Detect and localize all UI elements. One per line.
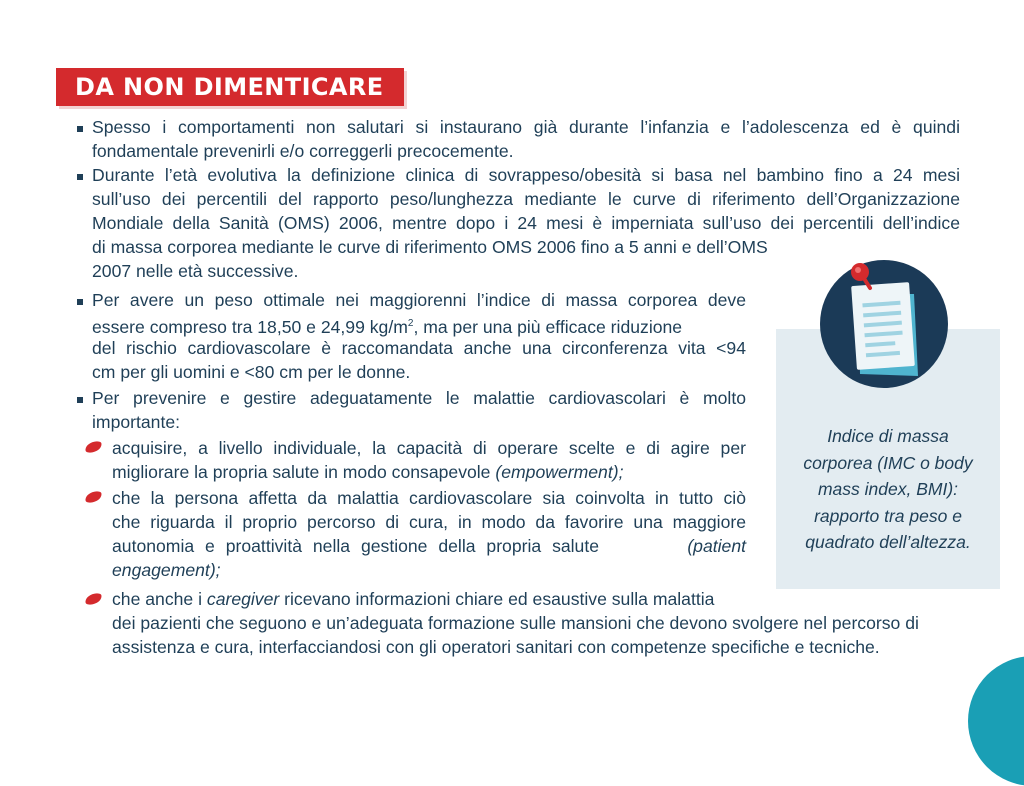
bullet-2-line-4: di massa corporea mediante le curve di riferimento OMS 2006 fino a 5 anni e dell’OMS [92,237,768,257]
sub-bullet-1-line-2: migliorare la propria salute in modo consapevole (empowerment); [112,462,624,482]
caption-line: mass index, BMI): [817,479,959,499]
bullet-1-line-2: fondamentale prevenirli e/o correggerli precocemente. [92,141,514,161]
caption-line: corporea (IMC o body [803,452,973,473]
bullet-3-line-4: cm per gli uomini e <80 cm per le donne. [92,362,411,382]
clipboard-document-icon [818,258,950,390]
bullet-marker [77,397,83,403]
leaf-bullet-icon [84,490,103,503]
superscript-2: 2 [407,318,414,329]
caption-line: Indice di massa [827,426,949,446]
engagement-term: engagement); [112,560,221,580]
bullet-1-line-1: Spesso i comportamenti non salutari si instaurano già durante l’infanzia e l’adolescenza ed è quindi [92,117,960,137]
sub-bullet-3-line-2: dei pazienti che seguono e un’adeguata formazione sulle mansioni che devono svolgere nel percorso di [112,613,919,633]
sub-bullet-2-line-3: autonomia e proattività nella gestione della propria salute (patient [112,534,746,558]
sub-bullet-1-line-1: acquisire, a livello individuale, la capacità di operare scelte e di agire per [112,438,746,458]
sub-bullet-2-line-2: che riguarda il proprio percorso di cura, in modo da favorire una maggiore [112,512,746,532]
bullet-marker [77,299,83,305]
section-title: DA NON DIMENTICARE [75,73,384,101]
bullet-2-line-2: sull’uso dei percentili del rapporto peso/lunghezza mediante le curve di riferimento dell’Organizzazione [92,189,960,209]
bullet-2-line-3: Mondiale della Sanità (OMS) 2006, mentre dopo i 24 mesi è imperniata sull’uso dei percentili dell’indice [92,213,960,233]
bullet-4-line-2: importante: [92,412,181,432]
bmi-tail-text: , ma per una più efficace riduzione [413,316,683,337]
bullet-marker [77,174,83,180]
bullet-2-line-1: Durante l’età evolutiva la definizione clinica di sovrappeso/obesità si basa nel bambino fino a 24 mesi [92,165,960,185]
sub-bullet-3-line-3: assistenza e cura, interfacciandosi con gli operatori sanitari con competenze specifiche e tecniche. [112,637,880,657]
corner-decoration [968,656,1024,786]
section-title-bar [56,68,404,106]
bmi-range-text: essere compreso tra 18,50 e 24,99 kg/m [92,316,408,337]
caption-line: quadrato dell’altezza. [805,532,971,552]
bmi-caption [776,423,1000,556]
sub-bullet-3-line-1: che anche i caregiver ricevano informazioni chiare ed esaustive sulla malattia [112,589,715,609]
bullet-2-line-5: 2007 nelle età successive. [92,261,299,281]
leaf-bullet-icon [84,440,103,453]
caption-line: rapporto tra peso e [814,505,962,526]
bullet-3-line-2 [92,312,746,339]
leaf-bullet-icon [84,592,103,605]
patient-term: (patient [687,536,746,556]
bullet-marker [77,126,83,132]
sub-bullet-2-line-1: che la persona affetta da malattia cardiovascolare sia coinvolta in tutto ciò [112,488,746,508]
empowerment-term: (empowerment); [495,462,624,482]
bullet-3-line-1: Per avere un peso ottimale nei maggiorenni l’indice di massa corporea deve [92,290,746,310]
bullet-4-line-1: Per prevenire e gestire adeguatamente le malattie cardiovascolari è molto [92,388,746,408]
bullet-3-line-3: del rischio cardiovascolare è raccomandata anche una circonferenza vita <94 [92,338,746,358]
caregiver-term: caregiver [206,589,280,609]
sub-bullet-2-line-4 [112,558,746,582]
